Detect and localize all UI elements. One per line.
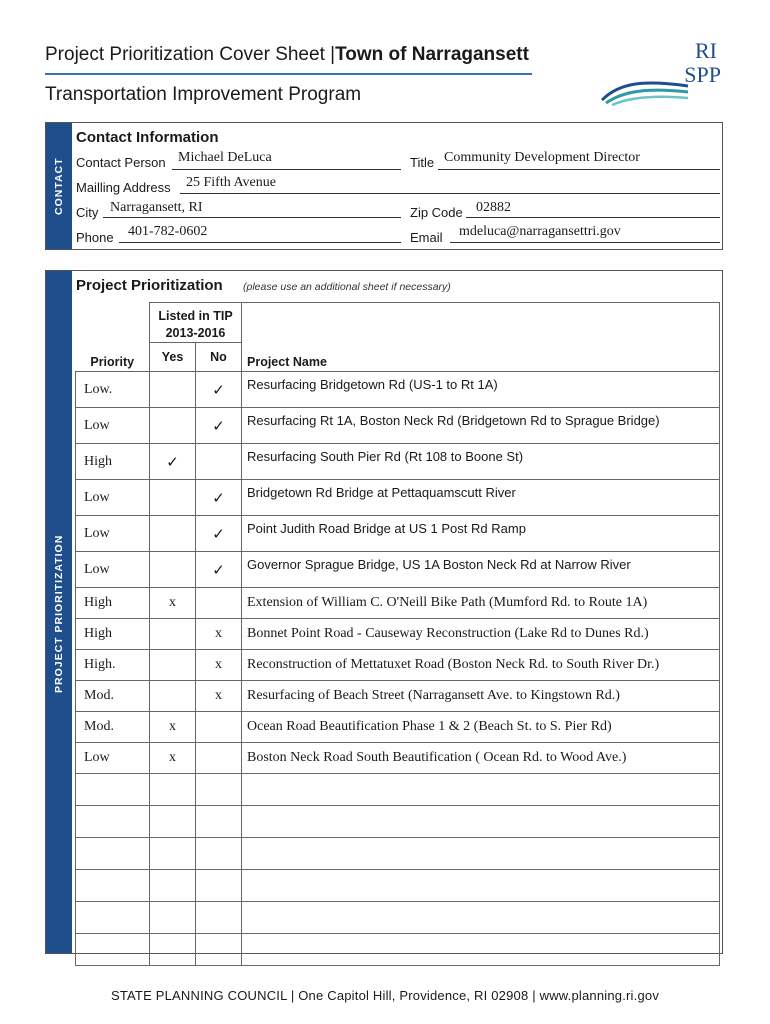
priority-cell[interactable] [76,774,150,806]
tip-header-line1: Listed in TIP [158,309,233,323]
priority-cell[interactable]: Low [76,516,150,552]
project-name-cell[interactable]: Point Judith Road Bridge at US 1 Post Rd Ramp [242,516,720,552]
city-label: City [76,205,99,220]
project-name-cell[interactable]: Boston Neck Road South Beautification ( Ocean Rd. to Wood Ave.) [242,743,720,774]
priority-cell[interactable] [76,902,150,934]
phone-line [119,242,401,243]
table-row [76,480,720,516]
priority-cell[interactable]: Mod. [76,712,150,743]
project-name-cell[interactable]: Bonnet Point Road - Causeway Reconstruction (Lake Rd to Dunes Rd.) [242,619,720,650]
logo-ri-text: RI [695,38,717,63]
tip-no-cell[interactable] [196,444,242,480]
tip-yes-cell[interactable] [150,774,196,806]
town-name: Town of Narragansett [335,44,529,65]
tip-no-cell[interactable] [196,934,242,966]
tip-no-cell[interactable] [196,774,242,806]
table-header-row [76,303,720,372]
address-label: Mailling Address [76,180,171,195]
tip-yes-cell[interactable] [150,870,196,902]
priority-cell[interactable]: Low [76,552,150,588]
title-prefix: Project Prioritization Cover Sheet | [45,44,336,65]
priority-cell[interactable] [76,838,150,870]
table-row [76,619,720,650]
project-name-cell[interactable]: Resurfacing of Beach Street (Narragansett Ave. to Kingstown Rd.) [242,681,720,712]
project-table [75,302,720,966]
tip-no-cell[interactable]: x [196,681,242,712]
email-label: Email [410,230,443,245]
tip-no-cell[interactable] [196,712,242,743]
project-name-cell[interactable]: Resurfacing Rt 1A, Boston Neck Rd (Bridgetown Rd to Sprague Bridge) [242,408,720,444]
footer: STATE PLANNING COUNCIL | One Capitol Hill, Providence, RI 02908 | www.planning.ri.gov [110,988,660,1003]
contact-section-title: Contact Information [76,129,219,146]
table-row [76,774,720,806]
tip-no-cell[interactable]: x [196,650,242,681]
table-row [76,444,720,480]
project-name-cell[interactable]: Resurfacing South Pier Rd (Rt 108 to Boone St) [242,444,720,480]
yes-header: Yes [150,343,196,371]
zip-value[interactable]: 02882 [476,200,511,215]
tip-no-cell[interactable] [196,902,242,934]
priority-cell[interactable] [76,870,150,902]
email-line [450,242,720,243]
tip-no-cell[interactable]: ✓ [196,408,242,444]
project-name-cell[interactable]: Extension of William C. O'Neill Bike Path (Mumford Rd. to Route 1A) [242,588,720,619]
address-value[interactable]: 25 Fifth Avenue [186,175,276,190]
page-title [45,44,529,66]
table-row [76,743,720,774]
zip-label: Zip Code [410,205,463,220]
priority-cell[interactable]: High [76,444,150,480]
table-row [76,902,720,934]
table-row [76,408,720,444]
tip-no-cell[interactable] [196,870,242,902]
priority-cell[interactable] [76,934,150,966]
phone-value[interactable]: 401-782-0602 [128,224,208,239]
priority-header: Priority [90,355,135,369]
project-note: (please use an additional sheet if necessary) [243,281,451,293]
city-line [103,217,401,218]
tip-no-cell[interactable] [196,743,242,774]
contact-person-value[interactable]: Michael DeLuca [178,150,272,165]
priority-cell[interactable]: High. [76,650,150,681]
tip-yes-cell[interactable] [150,934,196,966]
project-name-cell[interactable] [242,902,720,934]
tip-yes-cell[interactable] [150,838,196,870]
tip-yes-cell[interactable] [150,902,196,934]
table-row [76,838,720,870]
tip-yes-cell[interactable] [150,619,196,650]
table-row [76,712,720,743]
tip-no-cell[interactable] [196,588,242,619]
table-row [76,681,720,712]
project-name-cell[interactable]: Ocean Road Beautification Phase 1 & 2 (Beach St. to S. Pier Rd) [242,712,720,743]
tip-header-line2: 2013-2016 [165,326,226,340]
tip-yes-cell[interactable] [150,650,196,681]
priority-cell[interactable]: High [76,588,150,619]
project-sidebar [46,271,72,953]
tip-yes-cell[interactable] [150,516,196,552]
tip-no-cell[interactable]: x [196,619,242,650]
project-name-header-cell [242,303,720,372]
table-row [76,806,720,838]
contact-person-label: Contact Person [76,155,166,170]
project-name-header: Project Name [247,355,327,369]
table-row [76,934,720,966]
project-name-cell[interactable]: Reconstruction of Mettatuxet Road (Boston Neck Rd. to South River Dr.) [242,650,720,681]
table-row [76,516,720,552]
priority-cell[interactable] [76,806,150,838]
tip-no-cell[interactable] [196,838,242,870]
project-section-title: Project Prioritization [76,277,223,294]
title-label: Title [410,155,435,170]
priority-cell[interactable]: Low [76,408,150,444]
tip-no-cell[interactable]: ✓ [196,552,242,588]
zip-line [466,217,720,218]
contact-person-line [172,169,401,170]
project-name-cell[interactable] [242,838,720,870]
no-header: No [210,350,227,364]
wave-icon [600,78,690,106]
priority-cell[interactable]: Low [76,743,150,774]
tip-yes-cell[interactable] [150,372,196,408]
project-name-cell[interactable]: Resurfacing Bridgetown Rd (US-1 to Rt 1A) [242,372,720,408]
priority-cell[interactable]: Low [76,480,150,516]
tip-header-cell [150,303,242,372]
priority-cell[interactable]: Mod. [76,681,150,712]
contact-sidebar [46,123,72,249]
project-side-label: PROJECT PRIORITIZATION [53,534,65,693]
table-row [76,870,720,902]
project-name-cell[interactable]: Bridgetown Rd Bridge at Pettaquamscutt River [242,480,720,516]
project-name-cell[interactable]: Governor Sprague Bridge, US 1A Boston Neck Rd at Narrow River [242,552,720,588]
riss-logo [600,38,725,106]
table-row [76,552,720,588]
title-value[interactable]: Community Development Director [444,150,640,165]
project-name-cell[interactable] [242,934,720,966]
title-rule [45,73,532,75]
project-name-cell[interactable] [242,870,720,902]
table-row [76,588,720,619]
priority-cell[interactable]: Low. [76,372,150,408]
tip-yes-cell[interactable]: x [150,743,196,774]
address-line [180,193,720,194]
tip-yes-cell[interactable]: x [150,712,196,743]
tip-yes-cell[interactable] [150,681,196,712]
tip-yes-cell[interactable] [150,480,196,516]
tip-no-cell[interactable]: ✓ [196,516,242,552]
tip-no-cell[interactable]: ✓ [196,480,242,516]
tip-no-cell[interactable] [196,806,242,838]
title-line [438,169,720,170]
priority-cell[interactable]: High [76,619,150,650]
tip-yes-cell[interactable] [150,806,196,838]
contact-side-label: CONTACT [53,157,65,215]
tip-yes-cell[interactable] [150,552,196,588]
tip-yes-cell[interactable]: ✓ [150,444,196,480]
table-row [76,372,720,408]
email-value[interactable]: mdeluca@narragansettri.gov [459,224,621,239]
table-row [76,650,720,681]
city-value[interactable]: Narragansett, RI [110,200,203,215]
tip-header [150,305,241,343]
tip-yes-cell[interactable] [150,408,196,444]
tip-no-cell[interactable]: ✓ [196,372,242,408]
phone-label: Phone [76,230,114,245]
project-name-cell[interactable] [242,774,720,806]
project-name-cell[interactable] [242,806,720,838]
priority-header-cell [76,303,150,372]
logo-spp-text: SPP [684,62,721,87]
tip-yes-cell[interactable]: x [150,588,196,619]
page-subtitle: Transportation Improvement Program [45,84,362,105]
